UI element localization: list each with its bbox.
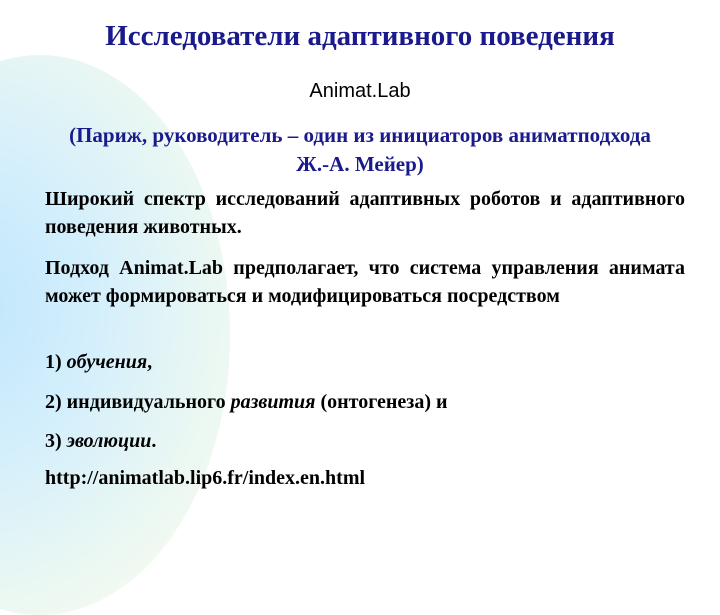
list-item-rest: . <box>151 430 157 452</box>
list-item-number: 1) <box>45 351 67 373</box>
list-item-evolution <box>45 427 685 455</box>
lab-description: (Париж, руководитель – один из инициаторов аниматподхода Ж.-А. Мейер) <box>69 123 651 176</box>
slide-title: Исследователи адаптивного поведения <box>105 20 615 52</box>
lab-name: Animat.Lab <box>309 80 411 102</box>
paragraph-research-scope: Широкий спектр исследований адаптивных роботов и адаптивного поведения животных. <box>45 188 685 238</box>
list-item-rest: , <box>147 351 153 373</box>
list-item-term: эволюции <box>66 430 152 452</box>
list-item-term: развития <box>230 391 316 413</box>
paragraph-approach: Подход Animat.Lab предполагает, что система управления анимата может формироваться и модифицироваться посредством <box>45 257 685 307</box>
list-item-rest: (онтогенеза) и <box>315 391 448 413</box>
list-item-term: обучения <box>66 351 148 373</box>
list-item-development <box>45 388 685 416</box>
lab-url-link[interactable]: http://animatlab.lip6.fr/index.en.html <box>45 467 366 489</box>
list-item-learning <box>45 348 685 376</box>
list-item-number: 2) индивидуального <box>45 391 231 413</box>
list-item-number: 3) <box>45 430 67 452</box>
